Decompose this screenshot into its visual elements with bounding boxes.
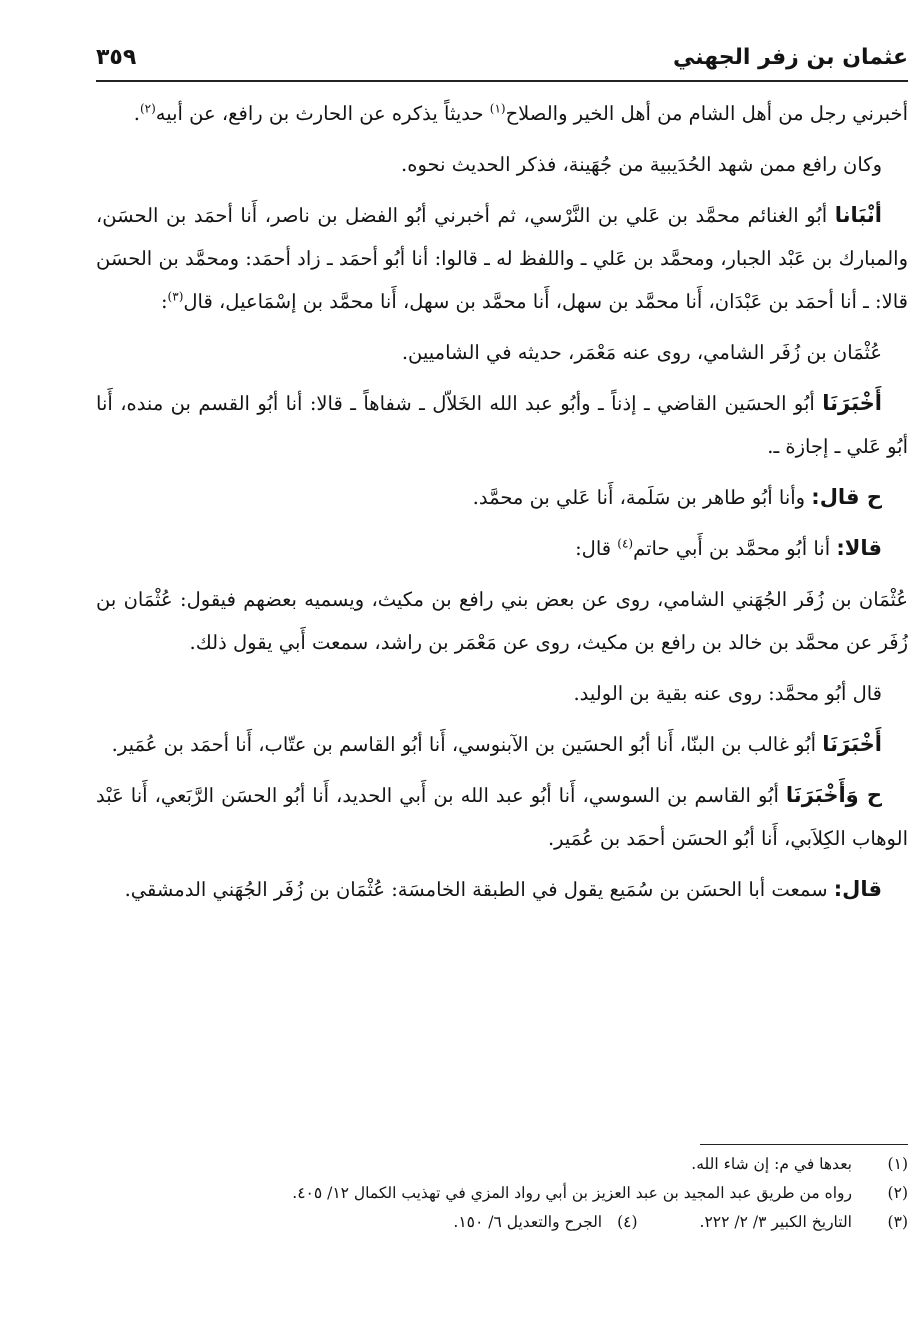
paragraph-7 — [96, 527, 908, 570]
paragraph-10 — [96, 723, 908, 766]
isnad-keyword: أَخْبَرَنَا — [822, 732, 882, 756]
header-title: عثمان بن زفر الجهني — [672, 45, 908, 70]
footnote-text: التاريخ الكبير ٣/ ٢/ ٢٢٢. — [699, 1213, 852, 1231]
footnote-number: (٣) — [887, 1213, 908, 1231]
paragraph-4: عُثْمَان بن زُفَر الشامي، روى عنه مَعْمَر، حديثه في الشاميين. — [401, 341, 882, 364]
footnote-number: (١) — [887, 1155, 908, 1173]
footnote-number: (٤) — [617, 1213, 638, 1231]
footnote-ref-4: (٤) — [617, 536, 634, 551]
paragraph-11-text: أبُو القاسم بن السوسي، أَنا أبُو عبد الله بن أَبي الحديد، أَنا أبُو الحسَن الرَّبَعي، أَنا عَبْد الوهاب الكِلاَبي، أَنا أبُو الحسَن أحمَد بن عُمَير. — [96, 784, 908, 850]
isnad-keyword: أَخْبَرَنَا — [822, 391, 882, 415]
paragraph-5 — [96, 382, 908, 468]
footnote-2 — [96, 1179, 908, 1208]
footnote-3-4 — [96, 1208, 908, 1237]
paragraph-3-text: أبُو الغنائم محمَّد بن عَلي بن النَّرْسي، ثم أخبرني أبُو الفضل بن ناصر، أَنا أحمَد بن الحسَن، والمبارك بن عَبْد الجبار، ومحمَّد بن عَلي ـ واللفظ له ـ قالوا: أنا أبُو أحمَد ـ زاد أحمَد: ومحمَّد بن الحسَن قالا: ـ أنا أحمَد بن عَبْدَان، أَنا محمَّد بن سهل، أَنا محمَّد بن سهل، أَنا محمَّد بن إسْمَاعيل، قال — [96, 204, 908, 313]
isnad-keyword: قال: — [833, 877, 882, 901]
header-rule — [96, 80, 908, 82]
paragraph-12-text: سمعت أبا الحسَن بن سُمَيع يقول في الطبقة الخامسَة: عُثْمَان بن زُفَر الجُهَني الدمشقي. — [124, 878, 834, 901]
isnad-keyword: قالا: — [836, 536, 882, 560]
paragraph-8: عُثْمَان بن زُفَر الجُهَني الشامي، روى عن بعض بني رافع بن مكيث، ويسميه بعضهم فيقول: عُثْمَان بن زُفَر عن محمَّد بن خالد بن رافع بن مكيث، روى عن مَعْمَر بن راشد، سمعت أَبي يقول ذلك. — [96, 588, 908, 654]
footnote-ref-1: (١) — [489, 101, 506, 116]
paragraph-3 — [96, 194, 908, 323]
paragraph-7-text: أنا أبُو محمَّد بن أَبي حاتم — [633, 537, 837, 560]
footnote-ref-3: (٣) — [167, 289, 184, 304]
footnote-ref-2: (٢) — [139, 101, 156, 116]
isnad-keyword: أنْبَانا — [834, 203, 882, 227]
footnote-1 — [96, 1150, 908, 1179]
page-number: ٣٥٩ — [96, 45, 137, 70]
paragraph-6-text: وأنا أبُو طاهر بن سَلَمة، أَنا عَلي بن محمَّد. — [472, 486, 812, 509]
paragraph-1-text-b: حديثاً يذكره عن الحارث بن رافع، عن أبيه — [155, 102, 490, 125]
isnad-keyword: ح قال: — [811, 485, 882, 509]
running-header — [96, 38, 908, 82]
footnote-separator — [700, 1144, 908, 1145]
paragraph-6 — [96, 476, 908, 519]
paragraph-1 — [96, 92, 908, 135]
footnotes — [96, 1150, 908, 1237]
main-text — [96, 92, 908, 919]
paragraph-9: قال أبُو محمَّد: روى عنه بقية بن الوليد. — [573, 682, 882, 705]
paragraph-7-end: قال: — [575, 537, 618, 560]
isnad-keyword: ح وَأَخْبَرَنَا — [785, 783, 882, 807]
paragraph-5-text: أبُو الحسَين القاضي ـ إذناً ـ وأبُو عبد الله الخَلاّل ـ شفاهاً ـ قالا: أنا أبُو القسم بن منده، أَنا أبُو عَلي ـ إجازة ـ. — [96, 392, 908, 458]
paragraph-2: وكان رافع ممن شهد الحُدَيبية من جُهَينة، فذكر الحديث نحوه. — [401, 153, 882, 176]
footnote-4 — [453, 1208, 637, 1237]
footnote-number: (٢) — [887, 1184, 908, 1202]
footnote-text: بعدها في م: إن شاء الله. — [691, 1155, 852, 1173]
paragraph-10-text: أبُو غالب بن البنّا، أَنا أبُو الحسَين بن الآبنوسي، أَنا أبُو القاسم بن عتّاب، أَنا أحمَد بن عُمَير. — [111, 733, 823, 756]
paragraph-3-end: : — [160, 290, 168, 313]
paragraph-11 — [96, 774, 908, 860]
paragraph-1-text-a: أخبرني رجل من أهل الشام من أهل الخير والصلاح — [505, 102, 908, 125]
paragraph-1-text-c: . — [133, 102, 140, 125]
paragraph-12 — [96, 868, 908, 911]
footnote-text: الجرح والتعديل ٦/ ١٥٠. — [453, 1213, 603, 1231]
footnote-text: رواه من طريق عبد المجيد بن عبد العزيز بن أبي رواد المزي في تهذيب الكمال ١٢/ ٤٠٥. — [292, 1184, 852, 1202]
